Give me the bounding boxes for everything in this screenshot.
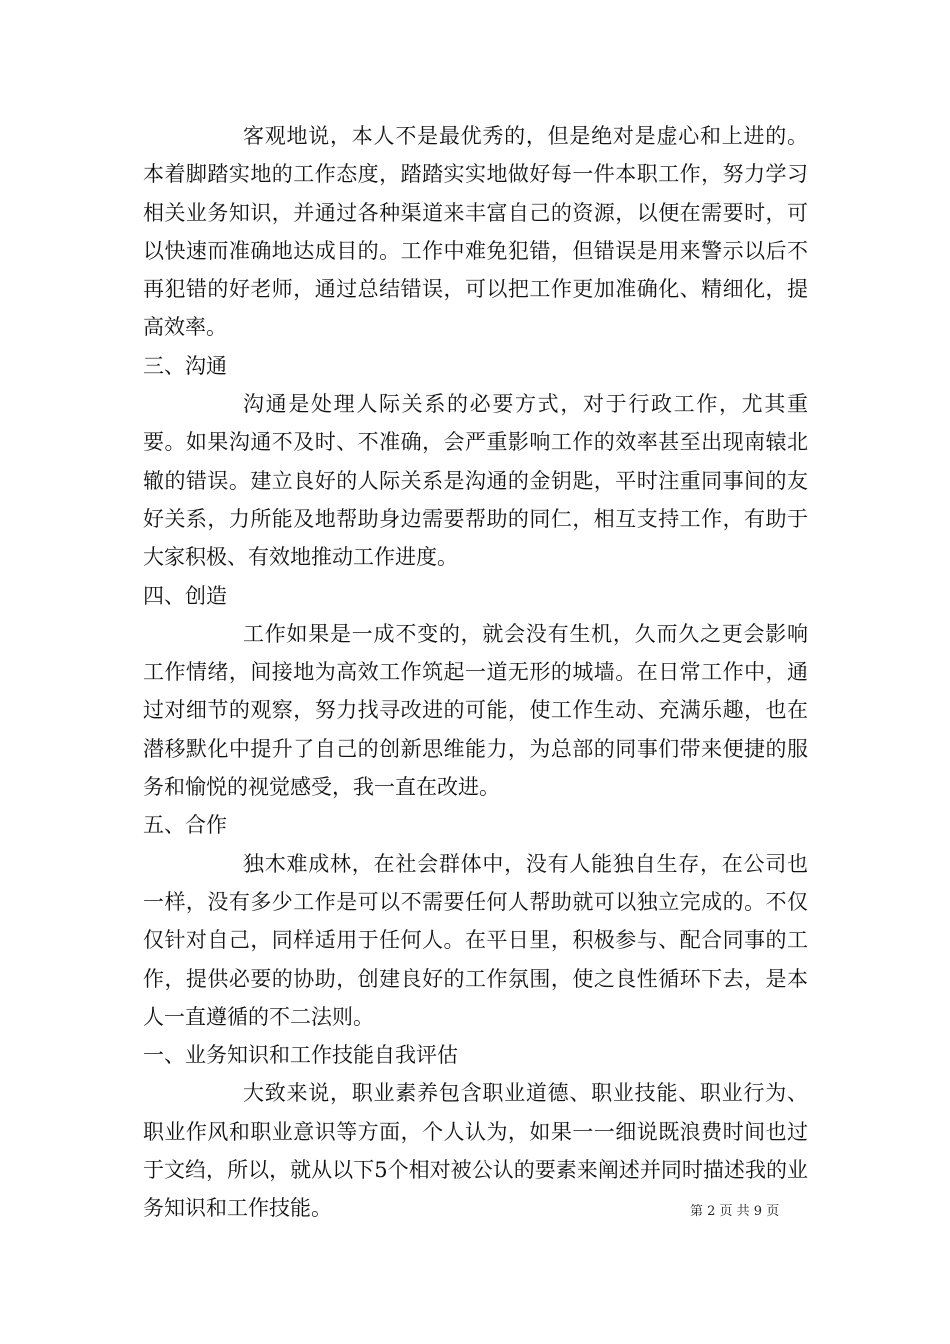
section-heading-cooperation: 五、合作	[143, 813, 227, 838]
paragraph-creation: 工作如果是一成不变的，就会没有生机，久而久之更会影响工作情绪，间接地为高效工作筑起一道无形的城墙。在日常工作中，通过对细节的观察，努力找寻改进的可能，使工作生动、充满乐趣，也在潜移默化中提升了自己的创新思维能力，为总部的同事们带来便捷的服务和愉悦的视觉感受，我一直在改进。	[143, 621, 808, 800]
paragraph-professional-quality: 大致来说，职业素养包含职业道德、职业技能、职业行为、职业作风和职业意识等方面，个人认为，如果一一细说既浪费时间也过于文绉，所以，就从以下5个相对被公认的要素来阐述并同时描述我的业务知识和工作技能。	[143, 1081, 808, 1221]
section-heading-communication: 三、沟通	[143, 353, 227, 378]
page-number-footer: 第 2 页 共 9 页	[690, 1204, 780, 1219]
paragraph-self-assessment: 客观地说，本人不是最优秀的，但是绝对是虚心和上进的。本着脚踏实地的工作态度，踏踏实实地做好每一件本职工作，努力学习相关业务知识，并通过各种渠道来丰富自己的资源，以便在需要时，可以快速而准确地达成目的。工作中难免犯错，但错误是用来警示以后不再犯错的好老师，通过总结错误，可以把工作更加准确化、精细化，提高效率。	[143, 124, 808, 340]
paragraph-communication: 沟通是处理人际关系的必要方式，对于行政工作，尤其重要。如果沟通不及时、不准确，会严重影响工作的效率甚至出现南辕北辙的错误。建立良好的人际关系是沟通的金钥匙，平时注重同事间的友好关系，力所能及地帮助身边需要帮助的同仁，相互支持工作，有助于大家积极、有效地推动工作进度。	[143, 392, 808, 570]
paragraph-cooperation: 独木难成林，在社会群体中，没有人能独自生存，在公司也一样，没有多少工作是可以不需要任何人帮助就可以独立完成的。不仅仅针对自己，同样适用于任何人。在平日里，积极参与、配合同事的工作，提供必要的协助，创建良好的工作氛围，使之良性循环下去，是本人一直遵循的不二法则。	[143, 851, 808, 1029]
section-heading-creation: 四、创造	[143, 583, 227, 608]
section-heading-skills-assessment: 一、业务知识和工作技能自我评估	[143, 1043, 458, 1068]
document-body	[143, 117, 808, 1228]
